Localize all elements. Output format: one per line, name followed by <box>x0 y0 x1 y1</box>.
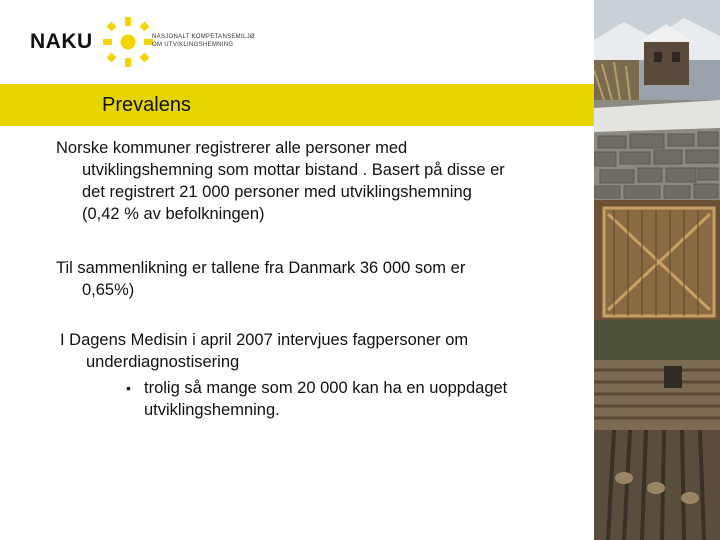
bullet-icon: • <box>126 380 131 396</box>
paragraph-line: Norske kommuner registrerer alle personer med <box>56 139 408 157</box>
logo-wordmark: NAKU <box>30 30 93 53</box>
photo-strip <box>594 0 720 540</box>
title-band <box>0 84 594 126</box>
paragraph-dagens-medisin <box>60 329 592 373</box>
sub-bullet-line: trolig så mange som 20 000 kan ha en uoppdaget <box>144 379 508 397</box>
paragraph-line: I Dagens Medisin i april 2007 intervjues fagpersoner om <box>60 331 469 349</box>
sub-bullet-item <box>126 377 592 421</box>
naku-logo <box>30 14 270 70</box>
paragraph-line: utviklingshemning som mottar bistand . Basert på disse er <box>82 161 505 179</box>
paragraph-line: 0,65%) <box>82 281 135 299</box>
paragraph-line: (0,42 % av befolkningen) <box>82 205 265 223</box>
paragraph-denmark <box>56 257 592 301</box>
logo-subtitle-line2: OM UTVIKLINGSHEMNING <box>152 42 234 48</box>
paragraph-registration <box>56 137 592 225</box>
sun-logo-icon <box>100 14 156 70</box>
paragraph-line: det registrert 21 000 personer med utviklingshemning <box>82 183 472 201</box>
sub-bullet-line: utviklingshemning. <box>144 401 280 419</box>
logo-subtitle-line1: NASJONALT KOMPETANSEMILJØ <box>152 34 255 40</box>
paragraph-line: underdiagnostisering <box>86 353 240 371</box>
photo-collage-image <box>594 0 720 540</box>
paragraph-line: Til sammenlikning er tallene fra Danmark 36 000 som er <box>56 259 466 277</box>
slide-title: Prevalens <box>102 94 191 116</box>
